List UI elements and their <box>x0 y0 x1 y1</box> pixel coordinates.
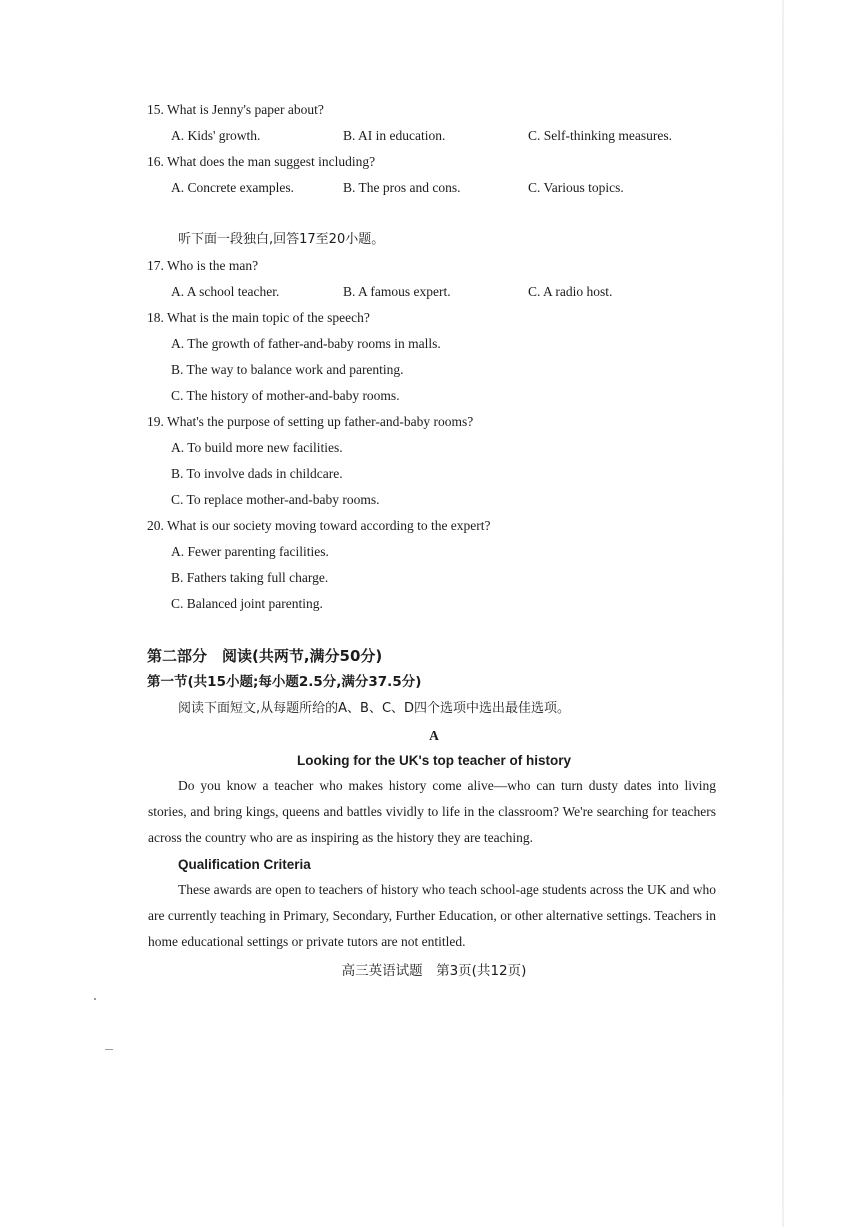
question-20-option-a: A. Fewer parenting facilities. <box>171 544 329 559</box>
question-17-option-b: B. A famous expert. <box>343 284 451 299</box>
question-20-option-b: B. Fathers taking full charge. <box>171 570 329 585</box>
monologue-instruction: 听下面一段独白,回答17至20小题。 <box>178 232 385 247</box>
question-16-option-b: B. The pros and cons. <box>343 180 461 195</box>
question-15-option-c: C. Self-thinking measures. <box>528 128 672 143</box>
question-18-option-a: A. The growth of father-and-baby rooms in malls. <box>171 336 441 351</box>
question-17-option-c: C. A radio host. <box>528 284 613 299</box>
question-18-stem: 18. What is the main topic of the speech? <box>147 310 370 325</box>
page-edge <box>782 0 784 1227</box>
scan-speck <box>105 1049 113 1050</box>
passage-subheading: Qualification Criteria <box>178 857 311 872</box>
question-15-option-a: A. Kids' growth. <box>171 128 261 143</box>
question-16-option-a: A. Concrete examples. <box>171 180 294 195</box>
question-20-option-c: C. Balanced joint parenting. <box>171 596 323 611</box>
question-19-stem: 19. What's the purpose of setting up father-and-baby rooms? <box>147 414 474 429</box>
passage-paragraph-1: Do you know a teacher who makes history come alive—who can turn dusty dates into living stories, and bring kings, queens and battles vividly to life in the classroom? We're searching for teachers across the country who are as inspiring as the history they are teaching. <box>148 778 716 845</box>
question-16-option-c: C. Various topics. <box>528 180 624 195</box>
part-two-title: 第二部分 阅读(共两节,满分50分) <box>147 647 383 665</box>
reading-instruction: 阅读下面短文,从每题所给的A、B、C、D四个选项中选出最佳选项。 <box>178 701 571 716</box>
scan-speck <box>94 998 96 1000</box>
question-19-option-b: B. To involve dads in childcare. <box>171 466 343 481</box>
passage-title: Looking for the UK's top teacher of history <box>297 753 571 768</box>
question-15-stem: 15. What is Jenny's paper about? <box>147 102 324 117</box>
page-footer: 高三英语试题 第3页(共12页) <box>341 963 527 979</box>
question-19-option-a: A. To build more new facilities. <box>171 440 343 455</box>
passage-paragraph-2: These awards are open to teachers of history who teach school-age students across the UK and who are currently teaching in Primary, Secondary, Further Education, or other alternative settings. Teachers in home educational settings or private tutors are not entitled. <box>148 882 716 949</box>
question-18-option-c: C. The history of mother-and-baby rooms. <box>171 388 400 403</box>
question-16-stem: 16. What does the man suggest including? <box>147 154 376 169</box>
question-19-option-c: C. To replace mother-and-baby rooms. <box>171 492 380 507</box>
question-18-option-b: B. The way to balance work and parenting. <box>171 362 404 377</box>
question-15-option-b: B. AI in education. <box>343 128 446 143</box>
question-17-stem: 17. Who is the man? <box>147 258 259 273</box>
question-20-stem: 20. What is our society moving toward according to the expert? <box>147 518 491 533</box>
question-17-option-a: A. A school teacher. <box>171 284 280 299</box>
passage-letter: A <box>429 728 439 743</box>
section-one-heading: 第一节(共15小题;每小题2.5分,满分37.5分) <box>147 674 422 690</box>
